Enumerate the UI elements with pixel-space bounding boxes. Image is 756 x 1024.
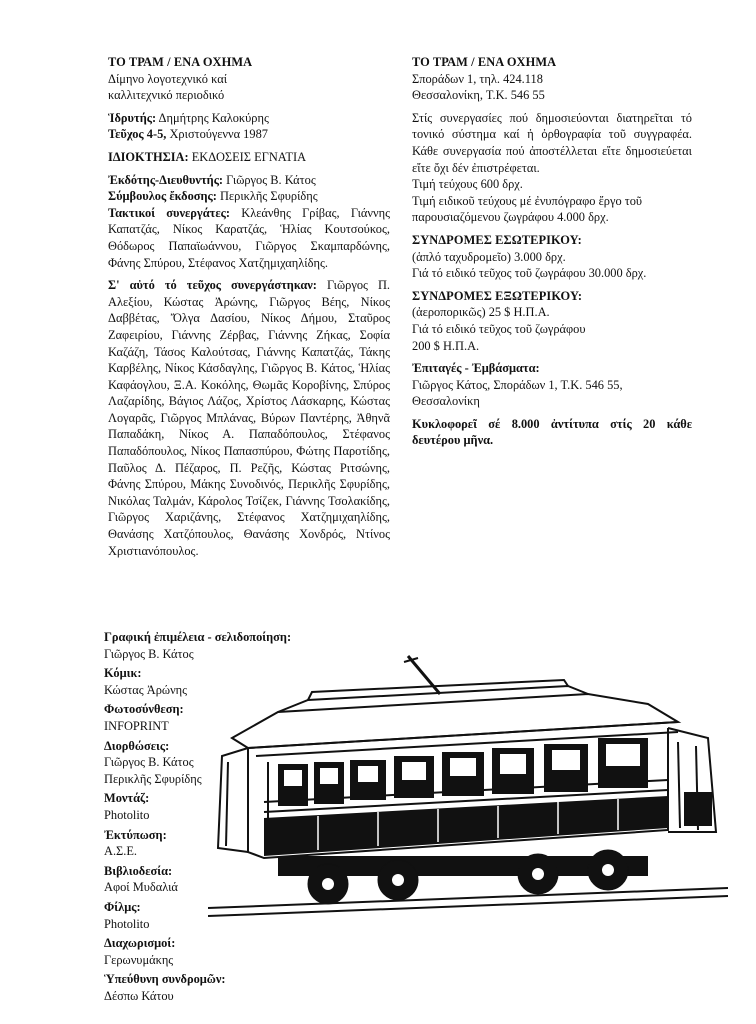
- issue-date: Χριστούγεννα 1987: [166, 127, 268, 142]
- foreign-special-label: Γιά τό ειδικό τεῦχος τοῦ ζωγράφου: [412, 321, 586, 336]
- issue-contributors-names: Γιῶργος Π. Αλεξίου, Κώστας Ἀρώνης, Γιῶργος Βέης, Νίκος Δαββέτας, Ὄλγα Δασίου, Νίκος Δήμου, Σταῦρος Ζαφειρίου, Γιάννης Ζέρβας, Γιάννης Ζήκας, Σοφία Καζάζη, Τάσος Καλούτσας, Γιάννης Καπατζάς, Τάκης Καρβέλης, Νίκος Κάσδαγλης, Γιῶργος Β. Κάτος, Ἡλίας Καφάογλου, Ξ.Α. Κοκόλης, Θωμᾶς Κοροβίνης, Σπύρος Λαζαρίδης, Βάγιος Λάζος, Χρίστος Λάσκαρης, Κώστας Λογαρᾶς, Γιῶργος Μπλάνας, Βύρων Παντέρης, Ἀθηνᾶ Παπαδάκη, Νίκος Α. Παπαδόπουλος, Στέφανος Παπαδόπουλος, Νίκος Παπασπύρου, Φώτης Παροτίδης, Παῦλος Δ. Πέζαρος, Π. Ρεζῆς, Κώστας Ριτσώνης, Φάνης Σπύρου, Μάκης Συνοδινός, Περικλῆς Σφυρίδης, Νικόλας Ταλμάν, Κάρολος Τσίζεκ, Γιάννης Τσολακίδης, Γιῶργος Χαριζάνης, Στέφανος Χατζημιχαηλίδης, Θανάσης Χατζόπουλος, Θανάσης Χονδρός, Ντίνος Χριστιανόπουλος.: [108, 278, 390, 558]
- founder-label: Ἱδρυτής:: [108, 110, 157, 125]
- credit-label: Γραφική ἐπιμέλεια - σελιδοποίηση:: [104, 630, 292, 644]
- credit-value: Γιῶργος Β. Κάτος: [104, 755, 194, 770]
- owner-line: [108, 149, 390, 166]
- credit-label: Μοντάζ:: [104, 791, 150, 806]
- issue-contributors-label: Σ' αὐτό τό τεῦχος συνεργάστηκαν:: [108, 278, 317, 293]
- tram-illustration: [208, 652, 728, 924]
- credit-value: Photolito: [104, 807, 150, 822]
- publisher-name: Γιῶργος Β. Κάτος: [223, 172, 316, 187]
- magazine-subtitle-line2: καλλιτεχνικό περιοδικό: [108, 88, 225, 103]
- magazine-title: ΤΟ ΤΡΑΜ / ΕΝΑ ΟΧΗΜΑ: [412, 55, 557, 69]
- special-issue-price: Τιμή ειδικοῦ τεύχους μέ ἐνυπόγραφο ἔργο τοῦ παρουσιαζόμενου ζωγράφου 4.000 δρχ.: [412, 193, 643, 225]
- publisher-label: Ἐκδότης-Διευθυντής:: [108, 172, 224, 187]
- address-line2: Θεσσαλονίκη, Τ.Κ. 546 55: [412, 88, 545, 103]
- credit-label: Φωτοσύνθεση:: [104, 702, 184, 717]
- payments-address2: Θεσσαλονίκη: [412, 394, 480, 409]
- credit-value: Κώστας Ἀρώνης: [104, 682, 188, 697]
- credit-label: Διαχωρισμοί:: [104, 936, 176, 951]
- credit-value: Γιῶργος Β. Κάτος: [104, 646, 194, 661]
- credit-label: Βιβλιοδεσία:: [104, 863, 173, 878]
- credit-label: Φίλμς:: [104, 899, 141, 914]
- domestic-subscriptions-heading: ΣΥΝΔΡΟΜΕΣ ΕΣΩΤΕΡΙΚΟΥ:: [412, 232, 582, 247]
- issue-line: [108, 126, 390, 143]
- address-line1: Σποράδων 1, τηλ. 424.118: [412, 71, 543, 86]
- credit-separations: [104, 935, 344, 968]
- credit-value: INFOPRINT: [104, 718, 169, 733]
- masthead-left-column: [108, 54, 390, 559]
- foreign-subscriptions-heading: ΣΥΝΔΡΟΜΕΣ ΕΞΩΤΕΡΙΚΟΥ:: [412, 288, 583, 303]
- domestic-special-price: Γιά τό ειδικό τεῦχος τοῦ ζωγράφου 30.000 δρχ.: [412, 266, 647, 281]
- masthead-right-column: [412, 54, 692, 449]
- publisher-line: [108, 172, 390, 189]
- credit-value: Περικλῆς Σφυρίδης: [104, 771, 202, 786]
- magazine-title: ΤΟ ΤΡΑΜ / ΕΝΑ ΟΧΗΜΑ: [108, 55, 253, 69]
- credit-value: Photolito: [104, 916, 150, 931]
- credit-label: Ὑπεύθυνη συνδρομῶν:: [104, 972, 226, 987]
- issue-label: Τεῦχος 4-5,: [108, 127, 167, 142]
- credit-label: Διορθώσεις:: [104, 738, 170, 753]
- advisor-label: Σύμβουλος ἔκδοσης:: [108, 189, 217, 204]
- circulation-note: Κυκλοφορεῖ σέ 8.000 ἀντίτυπα στίς 20 κάθε δευτέρου μῆνα.: [412, 416, 692, 448]
- credit-value: Δέσπω Κάτου: [104, 988, 174, 1003]
- foreign-special-price: 200 $ Η.Π.Α.: [412, 338, 480, 353]
- advisor-name: Περικλῆς Σφυρίδης: [216, 189, 318, 204]
- credit-value: Γερωνυμάκης: [104, 952, 174, 967]
- payments-address1: Γιῶργος Κάτος, Σποράδων 1, Τ.Κ. 546 55,: [412, 377, 623, 392]
- issue-price: Τιμή τεύχους 600 δρχ.: [412, 177, 523, 192]
- founder-line: [108, 110, 390, 127]
- credit-value: Α.Σ.Ε.: [104, 844, 138, 859]
- credit-value: Αφοί Μυδαλιά: [104, 880, 178, 895]
- regular-contributors-names: Κλεάνθης Γρίβας, Γιάννης Καπατζάς, Νίκος Καρατζάς, Ἡλίας Κουτσούκος, Θόδωρος Παπαϊωάννου, Γιῶργος Σκαμπαρδώνης, Φάνης Σπύρου, Στέφανος Χατζημιχαηλίδης.: [108, 205, 390, 270]
- owner-label: ΙΔΙΟΚΤΗΣΙΑ:: [108, 149, 189, 164]
- owner-name: ΕΚΔΟΣΕΙΣ ΕΓΝΑΤΙΑ: [188, 149, 307, 164]
- payments-heading: Ἐπιταγές - Ἐμβάσματα:: [412, 361, 540, 376]
- credit-label: Κόμικ:: [104, 666, 142, 681]
- regular-contributors: [108, 205, 390, 271]
- credit-subscriptions: [104, 971, 344, 1004]
- founder-name: Δημήτρης Καλοκύρης: [156, 110, 269, 125]
- credit-label: Ἐκτύπωση:: [104, 827, 167, 842]
- issue-contributors: [108, 277, 390, 559]
- advisor-line: [108, 188, 390, 205]
- regular-contributors-label: Τακτικοί συνεργάτες:: [108, 205, 231, 220]
- domestic-subscription-price: (ἁπλό ταχυδρομεῖο) 3.000 δρχ.: [412, 249, 566, 264]
- editorial-note: Στίς συνεργασίες πού δημοσιεύονται διατηρεῖται τό τονικό σύστημα καί ἡ ὀρθογραφία τοῦ συγγραφέα. Κάθε συνεργασία πού ἀποστέλλεται εἴτε δημοσιεύεται εἴτε ὄχι δέν ἐπιστρέφεται.: [412, 110, 692, 175]
- magazine-subtitle-line1: Δίμηνο λογοτεχνικό καί: [108, 71, 228, 86]
- foreign-subscription-price: (ἀεροπορικῶς) 25 $ Η.Π.Α.: [412, 305, 550, 320]
